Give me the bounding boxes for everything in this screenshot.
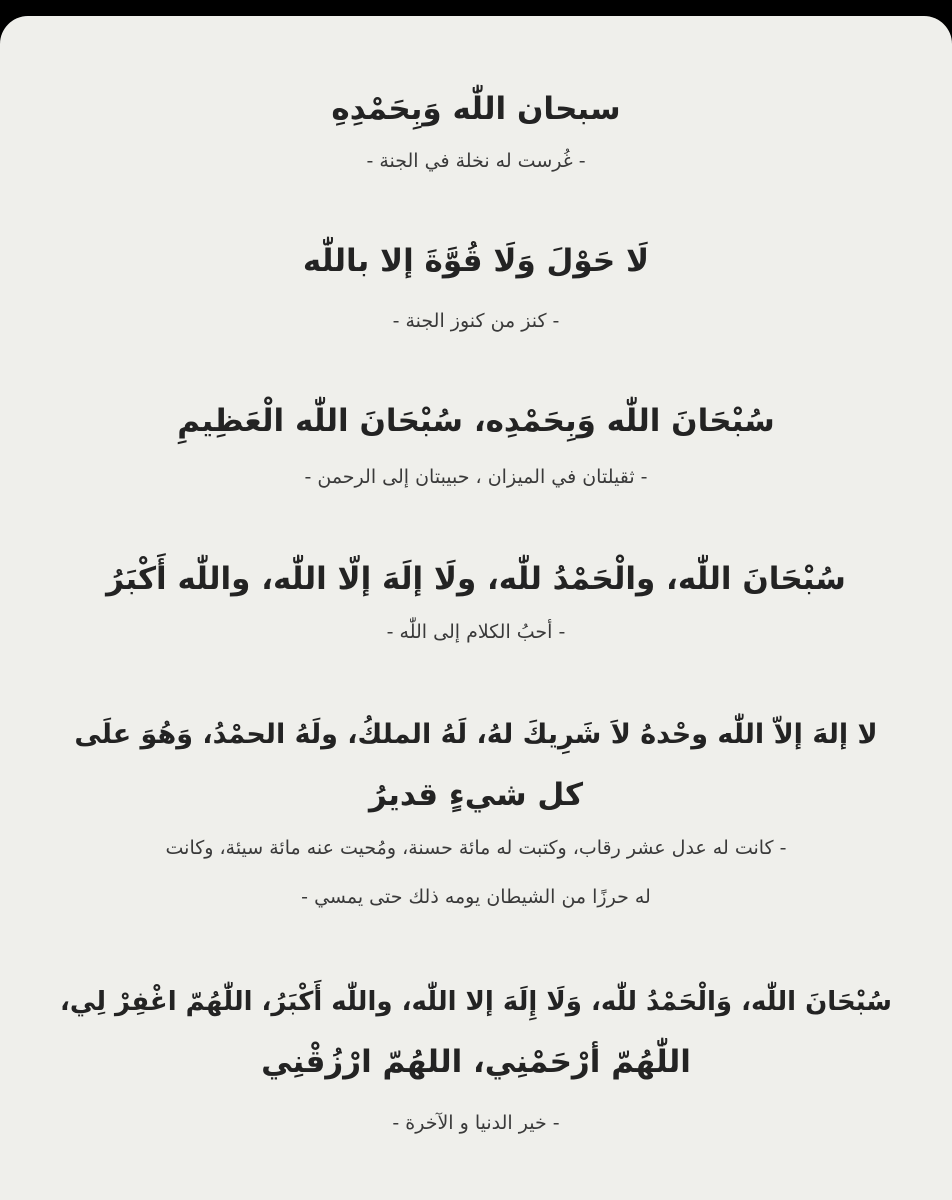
dhikr-virtue: - كانت له عدل عشر رقاب، وكتبت له مائة حسنة، ومُحيت عنه مائة سيئة، وكانت — [165, 837, 787, 859]
dhikr-text: كل شيءٍ قديرُ — [368, 777, 584, 813]
dhikr-virtue: - خير الدنيا و الآخرة - — [392, 1112, 560, 1134]
dhikr-text: سُبْحَانَ اللّٰه، وَالْحَمْدُ للّٰه، وَلَا إِلَهَ إلا اللّٰه، واللّٰه أَكْبَرُ، اللّٰهُمّ اغْفِرْ لِي، — [60, 987, 892, 1017]
dhikr-text: سُبْحَانَ اللّٰه، والْحَمْدُ للّٰه، ولَا إلَهَ إلّا اللّٰه، واللّٰه أَكْبَرُ — [106, 561, 846, 597]
dhikr-virtue: له حرزًا من الشيطان يومه ذلك حتى يمسي - — [301, 886, 651, 908]
dhikr-virtue: - كنز من كنوز الجنة - — [392, 310, 560, 332]
dhikr-text: لَا حَوْلَ وَلَا قُوَّةَ إلا باللّٰه — [302, 243, 650, 279]
dhikr-text: اللّٰهُمّ أرْحَمْنِي، اللهُمّ ارْزُقْنِي — [261, 1044, 691, 1080]
dhikr-text: سبحان اللّٰه وَبِحَمْدِهِ — [331, 91, 621, 127]
document-card — [0, 16, 952, 1200]
dhikr-virtue: - غُرست له نخلة في الجنة - — [366, 150, 586, 172]
dhikr-virtue: - ثقيلتان في الميزان ، حبيبتان إلى الرحمن - — [304, 466, 648, 488]
dhikr-list — [0, 16, 952, 1200]
dhikr-text: لا إلهَ إلاّ اللّٰه وحْدهُ لاَ شَرِيكَ لهُ، لَهُ الملكُ، ولَهُ الحمْدُ، وَهُوَ علَى — [74, 719, 878, 750]
dhikr-text: سُبْحَانَ اللّٰه وَبِحَمْدِه، سُبْحَانَ اللّٰه الْعَظِيمِ — [177, 403, 775, 439]
dhikr-virtue: - أحبُ الكلام إلى اللّٰه - — [386, 621, 566, 643]
